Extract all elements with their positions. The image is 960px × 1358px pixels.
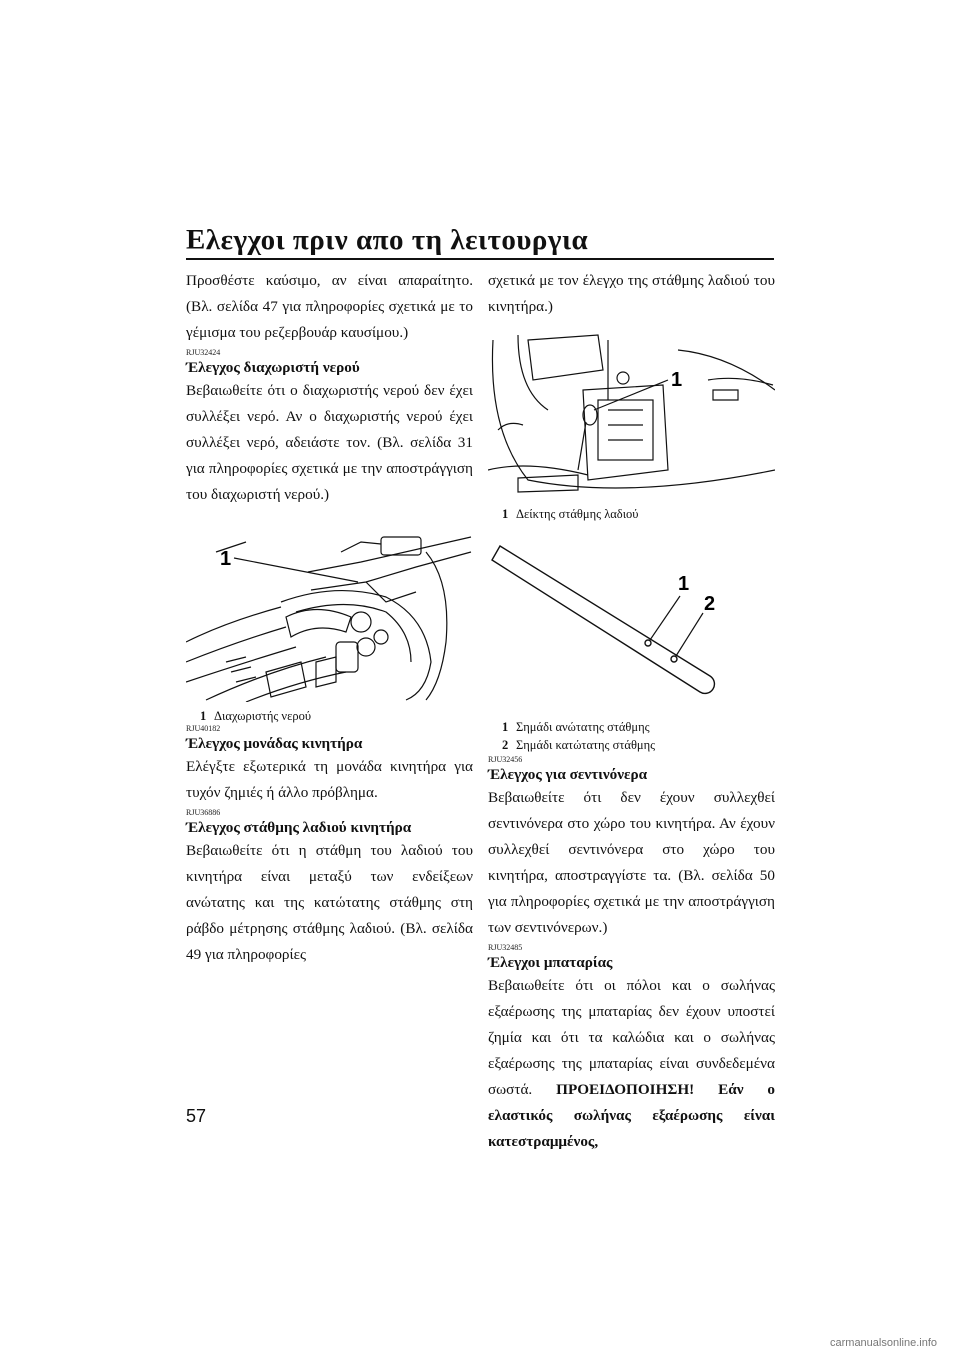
page-number: 57 <box>186 1106 207 1126</box>
dipstick-illustration <box>488 538 775 713</box>
section-title-bilge-water: Έλεγχος για σεντινόνερα <box>488 766 648 783</box>
max-level-mark <box>645 640 651 646</box>
warning-text: ΠΡΟΕΙΔΟΠΟΙΗΣΗ! Εάν ο ελαστικός σωλήνας εξαέρωσης είναι κατεστραμμένος, <box>488 1081 775 1150</box>
section-text-battery: Βεβαιωθείτε ότι οι πόλοι και ο σωλήνας εξαέρωσης της μπαταρίας δεν έχουν υποστεί ζημία και ότι τα καλώδια και ο σωλήνας εξαέρωσης της μπαταρίας είναι συνδεδεμένα σωστά. ΠΡΟΕΙΔΟΠΟΙΗΣΗ! Εάν ο ελαστικός σωλήνας εξαέρωσης είναι κατεστραμμένος, <box>488 977 775 1150</box>
figure1-callout: 1 <box>220 548 232 570</box>
water-separator-illustration <box>186 522 473 702</box>
figure1-caption: 1 Διαχωριστής νερού <box>200 709 312 723</box>
footer-watermark: carmanualsonline.info <box>830 1337 938 1349</box>
left-column <box>186 268 473 968</box>
section-text-oil-level: Βεβαιωθείτε ότι η στάθμη του λαδιού του κινητήρα είναι μεταξύ των ενδείξεων ανώτατης και της κατώτατης στάθμης στη ράβδο μέτρησης στάθμης λαδιού. (Βλ. σελίδα 49 για πληροφορίες <box>186 842 473 963</box>
figure-dipstick-marks <box>488 538 775 753</box>
figure-oil-dipstick-engine <box>488 330 775 520</box>
min-level-mark <box>671 656 677 662</box>
page-header-title: Ελεγχοι πριν απο τη λειτουργια <box>186 224 589 256</box>
section-title-engine-unit: Έλεγχος μονάδας κινητήρα <box>186 735 363 752</box>
figure3-caption-1: 1 Σημάδι ανώτατης στάθμης <box>502 720 650 734</box>
section-code: RJU32424 <box>186 348 221 357</box>
section-title-battery: Έλεγχοι μπαταρίας <box>488 954 613 971</box>
section-code: RJU36886 <box>186 808 221 817</box>
figure3-callout-2: 2 <box>704 593 716 615</box>
right-column <box>488 268 775 1155</box>
section-code: RJU32485 <box>488 943 523 952</box>
section-text-engine-unit: Ελέγξτε εξωτερικά τη μονάδα κινητήρα για τυχόν ζημιές ή άλλο πρόβλημα. <box>186 758 473 801</box>
section-title-water-separator: Έλεγχος διαχωριστή νερού <box>186 359 360 376</box>
section-title-oil-level: Έλεγχος στάθμης λαδιού κινητήρα <box>186 819 412 836</box>
section-text-water-separator: Βεβαιωθείτε ότι ο διαχωριστής νερού δεν έχει συλλέξει νερό. Αν ο διαχωριστής νερού έχει συλλέξει νερό, αδειάστε τον. (Βλ. σελίδα 31 για πληροφορίες σχετικά με την αποστράγγιση του διαχωριστή νερού.) <box>186 382 473 503</box>
header-rule <box>186 258 774 260</box>
continued-paragraph: σχετικά με τον έλεγχο της στάθμης λαδιού του κινητήρα.) <box>488 272 775 315</box>
section-code: RJU32456 <box>488 755 523 764</box>
figure3-caption-2: 2 Σημάδι κατώτατης στάθμης <box>502 738 656 752</box>
figure3-callout-1: 1 <box>678 573 690 595</box>
figure-water-separator <box>186 522 473 722</box>
figure2-callout: 1 <box>671 369 683 391</box>
section-code: RJU40182 <box>186 724 221 733</box>
intro-paragraph: Προσθέστε καύσιμο, αν είναι απαραίτητο. (Βλ. σελίδα 47 για πληροφορίες σχετικά με το γέμισμα του ρεζερβουάρ καυσίμου.) <box>186 272 473 341</box>
section-text-bilge-water: Βεβαιωθείτε ότι δεν έχουν συλλεχθεί σεντινόνερα στο χώρο του κινητήρα. Αν έχουν συλλεχθεί σεντινόνερα στο χώρο του κινητήρα, αποστραγγίστε τα. (Βλ. σελίδα 50 για πληροφορίες σχετικά με την αποστράγγιση των σεντινόνερων.) <box>488 789 775 936</box>
engine-dipstick-illustration <box>488 330 775 500</box>
figure2-caption: 1 Δείκτης στάθμης λαδιού <box>502 507 639 521</box>
